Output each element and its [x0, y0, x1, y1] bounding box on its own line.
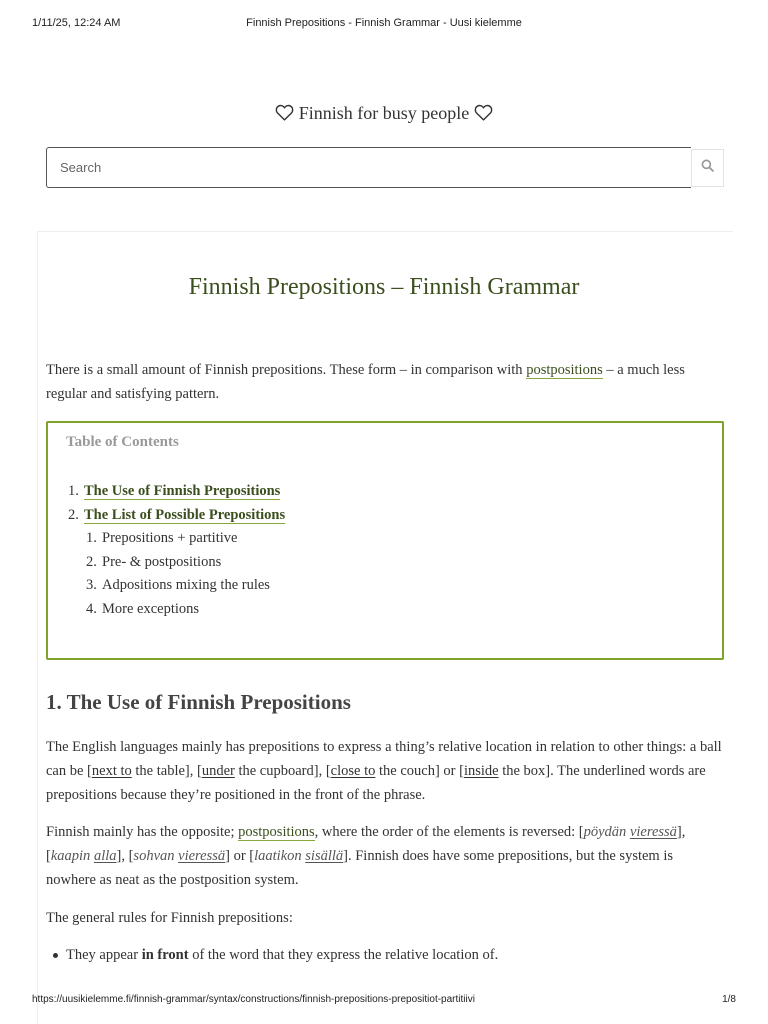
search-icon — [701, 159, 714, 177]
search-form — [46, 147, 724, 188]
rules-list — [66, 943, 498, 967]
toc-link-use[interactable]: The Use of Finnish Prepositions — [84, 483, 281, 499]
toc-subitem[interactable]: 4. More exceptions — [86, 600, 200, 617]
toc-item: 1. The Use of Finnish Prepositions — [68, 483, 281, 499]
toc-item: 2. The List of Possible Prepositions 1. Prepositions + partitive 2. Pre- & postpositions 3. Adpositions mixing the rules 4. More exceptions — [84, 504, 285, 622]
toc-subitem[interactable]: 1. Prepositions + partitive — [86, 530, 238, 546]
print-page-title: Finnish Prepositions - Finnish Grammar - Uusi kielemme — [246, 17, 522, 29]
list-item: They appear in front of the word that they express the relative location of. — [66, 943, 498, 967]
postpositions-link[interactable]: postpositions — [238, 824, 315, 840]
site-title[interactable] — [0, 103, 768, 126]
section-paragraph: The general rules for Finnish prepositions: — [46, 910, 293, 926]
page-number: 1/8 — [722, 994, 736, 1005]
table-of-contents — [46, 421, 724, 660]
print-footer — [32, 994, 736, 1008]
print-date: 1/11/25, 12:24 AM — [32, 17, 121, 29]
site-title-text: Finnish for busy people — [298, 103, 470, 123]
section-paragraph: Finnish mainly has the opposite; postpositions, where the order of the elements is reversed: [pöydän vieressä], [kaapin alla], [sohvan vieressä] or [laatikon sisällä]. Finnish does have some prepositions, but the system is nowhere as neat as the postposition system. — [46, 824, 686, 888]
postpositions-link[interactable]: postpositions — [526, 362, 603, 378]
section-paragraph: The English languages mainly has prepositions to express a thing’s relative location in relation to other things: a ball can be [next to the table], [under the cupboard], [close to the couch] or [inside the box]. The underlined words are prepositions because they’re positioned in the front of the phrase. — [46, 739, 722, 803]
toc-subitem[interactable]: 3. Adpositions mixing the rules — [86, 577, 270, 593]
intro-paragraph: There is a small amount of Finnish prepositions. These form – in comparison with postpositions – a much less regular and satisfying pattern. — [46, 362, 685, 402]
section-heading: 1. The Use of Finnish Prepositions — [46, 690, 351, 714]
heart-outline-icon — [474, 104, 493, 126]
toc-title: Table of Contents — [66, 434, 179, 450]
print-header — [32, 17, 736, 31]
toc-subitem[interactable]: 2. Pre- & postpositions — [86, 553, 222, 570]
heart-outline-icon — [275, 104, 294, 126]
article-title: Finnish Prepositions – Finnish Grammar — [188, 274, 580, 300]
print-url: https://uusikielemme.fi/finnish-grammar/syntax/constructions/finnish-prepositions-prepositiot-partitiivi — [32, 994, 475, 1005]
toc-link-list[interactable]: The List of Possible Prepositions — [84, 506, 286, 523]
search-input[interactable] — [46, 147, 691, 188]
toc-sublist — [86, 527, 285, 621]
toc-list — [68, 480, 286, 621]
search-button[interactable] — [691, 149, 724, 187]
